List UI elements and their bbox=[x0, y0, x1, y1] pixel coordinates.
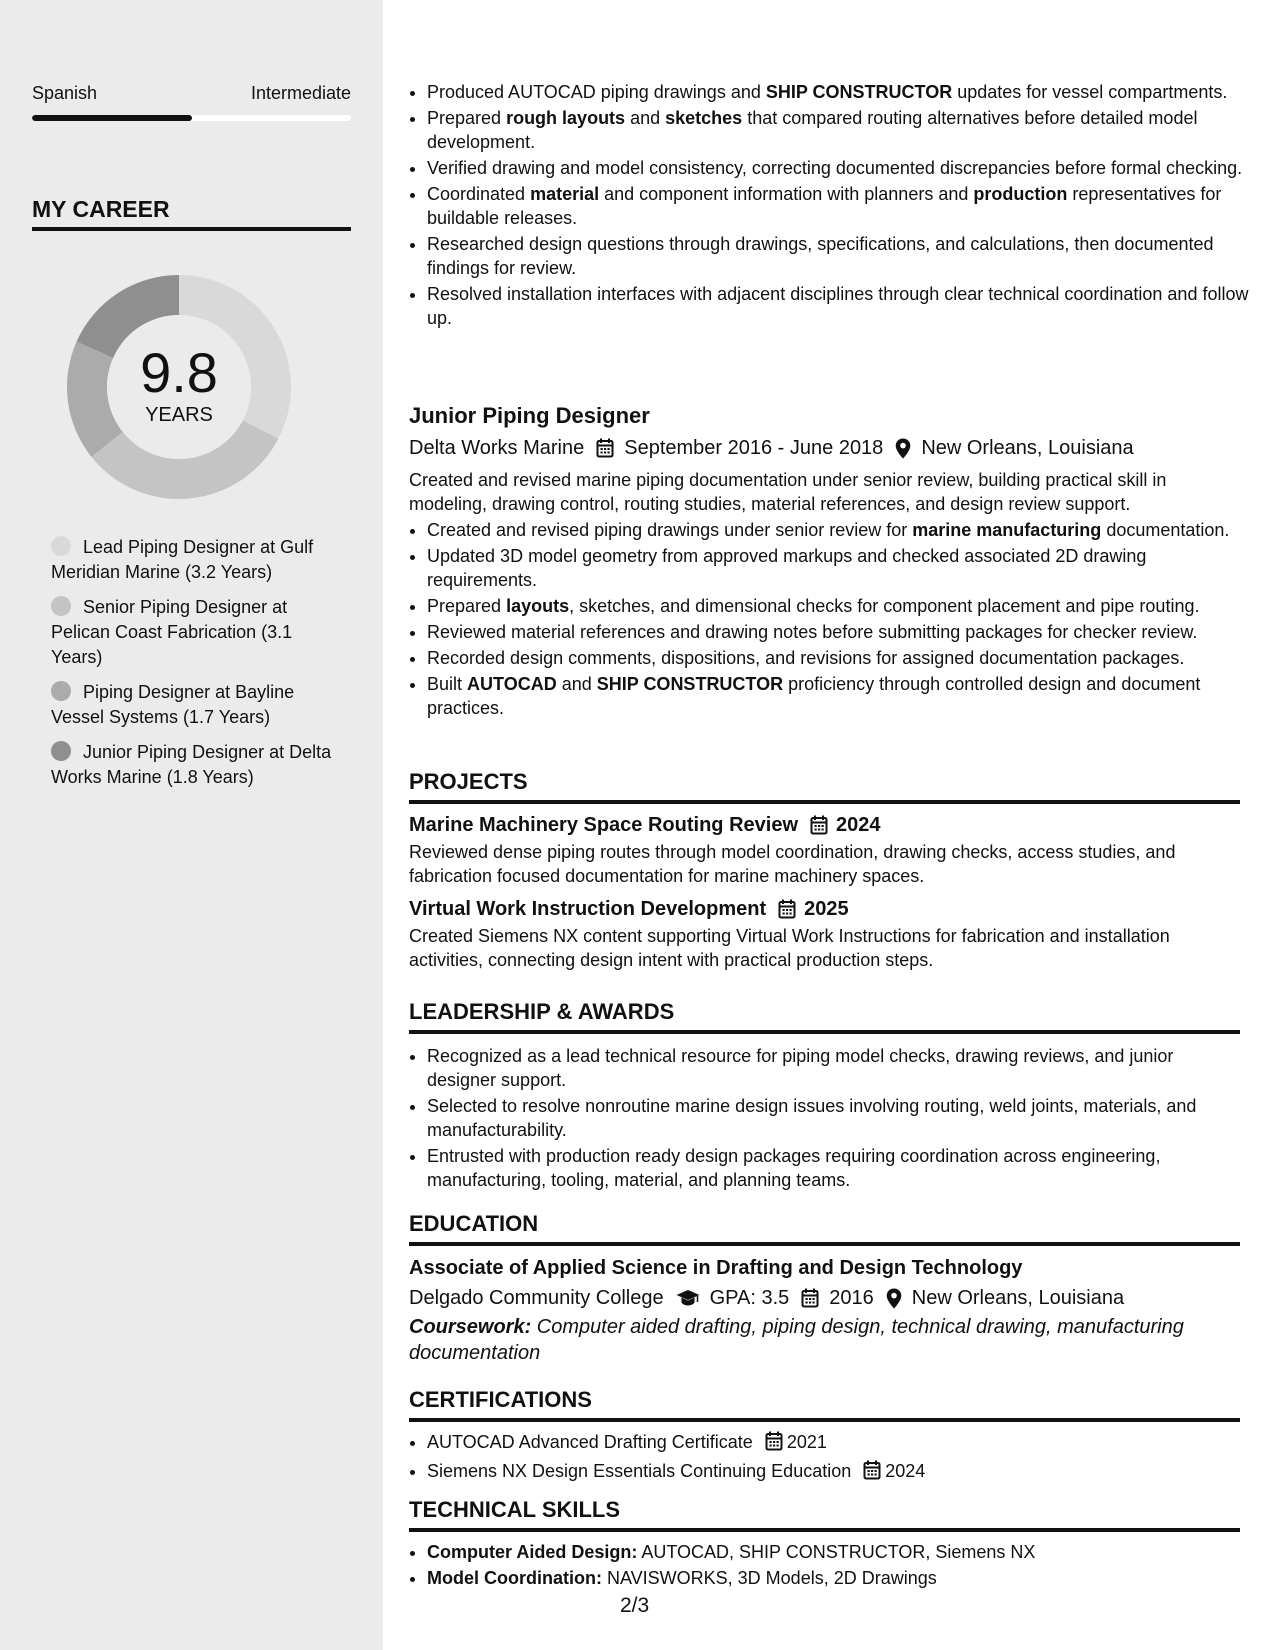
legend-swatch bbox=[51, 681, 71, 701]
list-item bbox=[427, 232, 1258, 280]
skill-value: NAVISWORKS, 3D Models, 2D Drawings bbox=[601, 1568, 937, 1588]
job-bullets bbox=[409, 518, 1240, 720]
language-proficiency-fill bbox=[32, 115, 192, 121]
map-pin-icon bbox=[895, 438, 911, 459]
certification-year: 2021 bbox=[786, 1432, 827, 1452]
education-year: 2016 bbox=[829, 1287, 874, 1309]
legend-label: Lead Piping Designer at Gulf Meridian Marine (3.2 Years) bbox=[51, 537, 314, 582]
text-run: that compared routing alternatives before detailed model development. bbox=[427, 108, 1198, 152]
calendar-icon bbox=[810, 815, 828, 835]
job-entry bbox=[409, 402, 1240, 722]
text-run: Built bbox=[427, 674, 468, 694]
text-run: Resolved installation interfaces with adjacent disciplines through clear technical coordination and follow up. bbox=[427, 284, 1249, 328]
skills-section bbox=[409, 1496, 1240, 1592]
text-run: Produced AUTOCAD piping drawings and bbox=[427, 82, 766, 102]
list-item bbox=[427, 620, 1240, 644]
project-year: 2025 bbox=[804, 898, 849, 920]
education-gpa: GPA: 3.5 bbox=[709, 1287, 790, 1309]
project-item bbox=[409, 812, 1240, 888]
legend-label: Senior Piping Designer at Pelican Coast Fabrication (3.1 Years) bbox=[51, 597, 293, 667]
project-header bbox=[409, 812, 1240, 838]
job-dates: September 2016 - June 2018 bbox=[624, 437, 884, 459]
language-block bbox=[32, 82, 351, 121]
education-degree: Associate of Applied Science in Drafting and Design Technology bbox=[409, 1257, 1023, 1279]
projects-heading: PROJECTS bbox=[409, 768, 1240, 804]
bold-run: production bbox=[973, 184, 1068, 204]
job-location: New Orleans, Louisiana bbox=[921, 437, 1134, 459]
education-heading: EDUCATION bbox=[409, 1210, 1240, 1246]
leadership-section bbox=[409, 998, 1240, 1194]
project-header bbox=[409, 896, 1240, 922]
skill-item bbox=[427, 1540, 1240, 1564]
project-item bbox=[409, 896, 1240, 972]
list-item bbox=[427, 544, 1240, 592]
leadership-list bbox=[409, 1044, 1240, 1192]
career-heading: MY CAREER bbox=[32, 195, 351, 231]
education-school: Delgado Community College bbox=[409, 1287, 664, 1309]
list-item bbox=[427, 80, 1258, 104]
legend-swatch bbox=[51, 741, 71, 761]
legend-item bbox=[51, 595, 336, 670]
calendar-icon bbox=[596, 438, 614, 458]
career-total-years: 9.8 bbox=[140, 341, 218, 404]
bold-run: marine manufacturing bbox=[912, 520, 1102, 540]
calendar-icon bbox=[863, 1460, 881, 1486]
education-section bbox=[409, 1210, 1240, 1366]
legend-swatch bbox=[51, 536, 71, 556]
skills-list bbox=[409, 1540, 1240, 1590]
certification-name: AUTOCAD Advanced Drafting Certificate bbox=[427, 1432, 753, 1452]
certification-item bbox=[427, 1430, 1240, 1457]
text-run: Prepared bbox=[427, 108, 507, 128]
text-run: Updated 3D model geometry from approved markups and checked associated 2D drawing requirements. bbox=[427, 546, 1147, 590]
bold-run: material bbox=[530, 184, 600, 204]
list-item bbox=[427, 518, 1240, 542]
text-run: Recorded design comments, dispositions, and revisions for assigned documentation packages. bbox=[427, 648, 1185, 668]
sidebar bbox=[0, 0, 383, 1650]
list-item: • Selected to resolve nonroutine marine design issues involving routing, weld joints, materials, and manufacturability. bbox=[427, 1094, 1240, 1142]
legend-label: Junior Piping Designer at Delta Works Marine (1.8 Years) bbox=[51, 742, 332, 787]
text-run: proficiency through controlled design and document practices. bbox=[427, 674, 1201, 718]
bold-run: layouts bbox=[506, 596, 570, 616]
certifications-list bbox=[409, 1430, 1240, 1486]
calendar-icon bbox=[778, 899, 796, 919]
leadership-heading: LEADERSHIP & AWARDS bbox=[409, 998, 1240, 1034]
education-meta bbox=[409, 1284, 1240, 1312]
bold-run: sketches bbox=[665, 108, 743, 128]
list-item bbox=[427, 282, 1258, 330]
language-level: Intermediate bbox=[250, 83, 351, 103]
list-item bbox=[427, 106, 1258, 154]
certification-year: 2024 bbox=[885, 1461, 926, 1481]
main-content bbox=[409, 0, 1249, 1650]
text-run: and bbox=[625, 108, 666, 128]
bold-run: SHIP CONSTRUCTOR bbox=[596, 674, 784, 694]
job-title: Junior Piping Designer bbox=[409, 403, 650, 428]
text-run: documentation. bbox=[1101, 520, 1230, 540]
legend-swatch bbox=[51, 596, 71, 616]
skill-item bbox=[427, 1566, 1240, 1590]
text-run: Researched design questions through drawings, specifications, and calculations, then documented findings for review. bbox=[427, 234, 1214, 278]
certification-item bbox=[427, 1459, 1240, 1486]
text-run: updates for vessel compartments. bbox=[952, 82, 1228, 102]
bold-run: rough layouts bbox=[506, 108, 626, 128]
education-location: New Orleans, Louisiana bbox=[911, 1287, 1125, 1309]
calendar-icon bbox=[765, 1431, 783, 1457]
bold-run: AUTOCAD bbox=[467, 674, 557, 694]
job-company: Delta Works Marine bbox=[409, 437, 585, 459]
certifications-heading: CERTIFICATIONS bbox=[409, 1386, 1240, 1422]
skills-heading: TECHNICAL SKILLS bbox=[409, 1496, 1240, 1532]
text-run: Created and revised piping drawings under senior review for bbox=[427, 520, 913, 540]
skill-label: Computer Aided Design: bbox=[427, 1542, 638, 1562]
legend-label: Piping Designer at Bayline Vessel Systems (1.7 Years) bbox=[51, 682, 295, 727]
list-item bbox=[427, 182, 1258, 230]
career-legend bbox=[51, 535, 336, 800]
skill-value: AUTOCAD, SHIP CONSTRUCTOR, Siemens NX bbox=[637, 1542, 1036, 1562]
legend-item bbox=[51, 535, 336, 585]
list-item bbox=[427, 672, 1240, 720]
job-meta bbox=[409, 434, 1240, 462]
project-year: 2024 bbox=[836, 814, 881, 836]
language-name: Spanish bbox=[32, 83, 98, 103]
map-pin-icon bbox=[886, 1288, 902, 1309]
text-run: , sketches, and dimensional checks for component placement and pipe routing. bbox=[569, 596, 1200, 616]
career-total-unit: YEARS bbox=[145, 404, 213, 426]
list-item: • Entrusted with production ready design packages requiring coordination across engineering, manufacturing, tooling, material, and planning teams. bbox=[427, 1144, 1240, 1192]
certifications-section bbox=[409, 1386, 1240, 1488]
graduation-cap-icon bbox=[676, 1289, 700, 1307]
legend-item bbox=[51, 740, 336, 790]
text-run: Reviewed material references and drawing notes before submitting packages for checker review. bbox=[427, 622, 1198, 642]
education-coursework bbox=[409, 1314, 1240, 1366]
calendar-icon bbox=[801, 1288, 819, 1308]
list-item bbox=[427, 646, 1240, 670]
project-title: Marine Machinery Space Routing Review bbox=[409, 814, 798, 836]
text-run: and component information with planners and bbox=[599, 184, 974, 204]
project-title: Virtual Work Instruction Development bbox=[409, 898, 767, 920]
text-run: Verified drawing and model consistency, correcting documented discrepancies before formal checking. bbox=[427, 158, 1243, 178]
page-number: 2/3 bbox=[620, 1594, 650, 1617]
certification-name: Siemens NX Design Essentials Continuing Education bbox=[427, 1461, 852, 1481]
project-description: Created Siemens NX content supporting Virtual Work Instructions for fabrication and installation activities, connecting design intent with practical production steps. bbox=[409, 926, 1170, 970]
skill-label: Model Coordination: bbox=[427, 1568, 602, 1588]
career-donut-chart bbox=[67, 275, 291, 499]
coursework-label: Coursework: bbox=[409, 1316, 532, 1338]
legend-item bbox=[51, 680, 336, 730]
list-item bbox=[427, 594, 1240, 618]
project-description: Reviewed dense piping routes through model coordination, drawing checks, access studies, and fabrication focused documentation for marine machinery spaces. bbox=[409, 842, 1176, 886]
language-proficiency-bar bbox=[32, 115, 351, 121]
text-run: and bbox=[556, 674, 597, 694]
text-run: Coordinated bbox=[427, 184, 531, 204]
projects-section bbox=[409, 768, 1240, 980]
previous-role-bullets bbox=[409, 80, 1258, 332]
list-item: • Recognized as a lead technical resource for piping model checks, drawing reviews, and junior designer support. bbox=[427, 1044, 1240, 1092]
coursework-text: Computer aided drafting, piping design, technical drawing, manufacturing documentation bbox=[409, 1316, 1184, 1364]
job-summary: Created and revised marine piping documentation under senior review, building practical skill in modeling, drawing control, routing studies, material references, and design review support. bbox=[409, 470, 1167, 514]
text-run: representatives for buildable releases. bbox=[427, 184, 1222, 228]
bold-run: SHIP CONSTRUCTOR bbox=[765, 82, 953, 102]
projects-list bbox=[409, 812, 1240, 972]
list-item bbox=[427, 156, 1258, 180]
text-run: Prepared bbox=[427, 596, 507, 616]
